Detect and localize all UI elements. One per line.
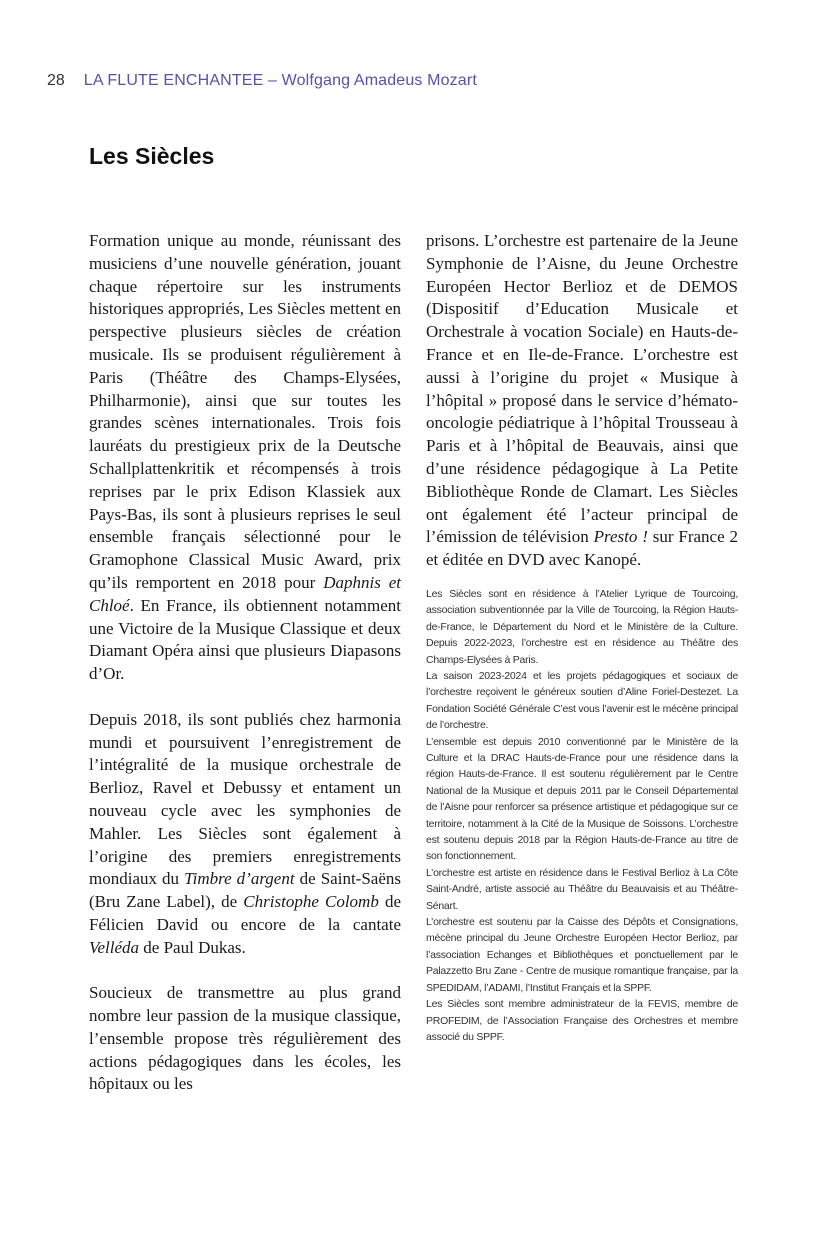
note: L’orchestre est soutenu par la Caisse des Dépôts et Consignations, mécène principal du Jeune Orchestre Européen Hector Berlioz, par l’association Echanges et Bibliothèques et ponctuellement par le Palazzetto Bru Zane - Centre de musique romantique française, par la SPEDIDAM, l’ADAMI, l’Institut Français et la SPPF.: [426, 916, 738, 994]
notes: [426, 586, 738, 1045]
running-title: LA FLUTE ENCHANTEE – Wolfgang Amadeus Mozart: [83, 72, 477, 89]
note: L’orchestre est artiste en résidence dans le Festival Berlioz à La Côte Saint-André, artiste associé au Théâtre du Beauvaisis et au Théâtre-Sénart.: [426, 866, 738, 912]
page-number: 28: [47, 72, 65, 89]
page-header: [47, 72, 477, 94]
note: Les Siècles sont membre administrateur de la FEVIS, membre de PROFEDIM, de l’Association Française des Orchestres et membre associé du SPPF.: [426, 998, 738, 1043]
paragraph: Soucieux de transmettre au plus grand nombre leur passion de la musique classique, l’ensemble propose très régulièrement des actions pédagogiques dans les écoles, les hôpitaux ou les: [89, 983, 401, 1094]
paragraph: Depuis 2018, ils sont publiés chez harmonia mundi et poursuivent l’enregistrement de l’intégralité de la musique orchestrale de Berlioz, Ravel et Debussy et entament un nouveau cycle avec les symphonies de Mahler. Les Siècles sont également à l’origine des premiers enregistrements mondiaux du Timbre d’argent de Saint-Saëns (Bru Zane Label), de Christophe Colomb de Félicien David ou encore de la cantate Velléda de Paul Dukas.: [89, 709, 401, 957]
note: L’ensemble est depuis 2010 conventionné par le Ministère de la Culture et la DRAC Hauts-de-France pour une résidence dans la région Hauts-de-France. Il est soutenu régulièrement par le Centre National de la Musique et depuis 2011 par le Conseil Départemental de l’Aisne pour renforcer sa présence artistique et pédagogique sur ce territoire, notamment à la Cité de la Musique de Soissons. L’orchestre est soutenu depuis 2018 par la Région Hauts-de-France au titre de son fonctionnement.: [426, 735, 738, 863]
left-column: [89, 230, 401, 1096]
note: La saison 2023-2024 et les projets pédagogiques et sociaux de l’orchestre reçoivent le généreux soutien d’Aline Foriel-Destezet. La Fondation Société Générale C’est vous l’avenir est le mécène principal de l’orchestre.: [426, 669, 738, 732]
paragraph: prisons. L’orchestre est partenaire de la Jeune Symphonie de l’Aisne, du Jeune Orchestre Européen Hector Berlioz et de DEMOS (Dispositif d’Education Musicale et Orchestrale à vocation Sociale) en Hauts-de-France et en Ile-de-France. L’orchestre est aussi à l’origine du projet « Musique à l’hôpital » proposé dans le service d’hémato-oncologie pédiatrique à l’hôpital Trousseau à Paris et à l’hôpital de Beauvais, ainsi que d’une résidence pédagogique à La Petite Bibliothèque Ronde de Clamart. Les Siècles ont également été l’acteur principal de l’émission de télévision Presto ! sur France 2 et éditée en DVD avec Kanopé.: [426, 231, 738, 570]
paragraph: Formation unique au monde, réunissant des musiciens d’une nouvelle génération, jouant chaque répertoire sur les instruments historiques appropriés, Les Siècles mettent en perspective plusieurs siècles de création musicale. Ils se produisent régulièrement à Paris (Théâtre des Champs-Elysées, Philharmonie), ainsi que sur toutes les grandes scènes internationales. Trois fois lauréats du prestigieux prix de la Deutsche Schallplattenkritik et récompensés à trois reprises par le prix Edison Klassiek aux Pays-Bas, ils sont à plusieurs reprises le seul ensemble français sélectionné pour le Gramophone Classical Music Award, prix qu’ils remportent en 2018 pour Daphnis et Chloé. En France, ils obtiennent notamment une Victoire de la Musique Classique et deux Diamant Opéra ainsi que plusieurs Diapasons d’Or.: [89, 231, 402, 684]
note: Les Siècles sont en résidence à l’Atelier Lyrique de Tourcoing, association subventionnée par la Ville de Tourcoing, la Région Hauts-de-France, le Département du Nord et le Ministère de la Culture. Depuis 2022-2023, l’orchestre est en résidence au Théâtre des Champs-Elysées à Paris.: [426, 587, 738, 666]
section-title: Les Siècles: [89, 143, 215, 169]
right-column: [426, 230, 738, 1045]
